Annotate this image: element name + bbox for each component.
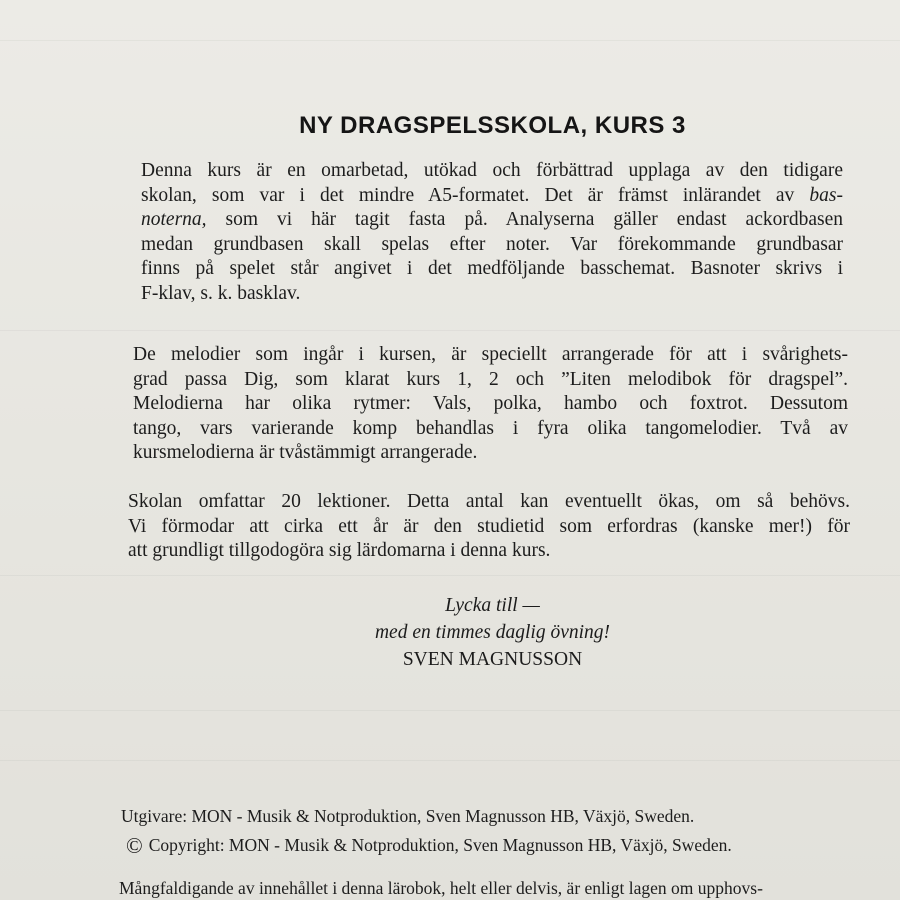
author-name: SVEN MAGNUSSON (402, 649, 583, 670)
text-line: De melodier som ingår i kursen, är speciellt arrangerade för att i svårighets- (133, 344, 848, 365)
page-title: NY DRAGSPELSSKOLA, KURS 3 (299, 112, 686, 139)
text-line: skolan, som var i det mindre A5-formatet. Det är främst inlärandet av bas- (141, 184, 843, 206)
signoff-greeting: Lycka till — (445, 595, 540, 616)
text-line: Denna kurs är en omarbetad, utökad och förbättrad upplaga av den tidigare (141, 160, 843, 181)
text-line: att grundligt tillgodogöra sig lärdomarna i denna kurs. (128, 540, 551, 562)
text-line: Skolan omfattar 20 lektioner. Detta antal kan eventuellt ökas, om så behövs. (128, 491, 850, 512)
text-line: F-klav, s. k. basklav. (141, 282, 301, 304)
text-line: grad passa Dig, som klarat kurs 1, 2 och ”Liten melodibok för dragspel”. (133, 368, 848, 390)
text-line: Melodierna har olika rytmer: Vals, polka, hambo och foxtrot. Dessutom (133, 393, 848, 415)
copyright-icon: © (126, 833, 143, 858)
text-line: tango, vars varierande komp behandlas i fyra olika tangomelodier. Två av (133, 417, 848, 439)
text-line: noterna, som vi här tagit fasta på. Analyserna gäller endast ackordbasen (141, 209, 843, 231)
text-line: finns på spelet står angivet i det medföljande basschemat. Basnoter skrivs i (141, 258, 843, 280)
show-through-line (0, 330, 900, 331)
copyright-line: © Copyright: MON - Musik & Notproduktion, Sven Magnusson HB, Växjö, Sweden. (126, 833, 732, 858)
text-line: Vi förmodar att cirka ett år är den studietid som erfordras (kanske mer!) för (128, 515, 850, 537)
text-line: medan grundbasen skall spelas efter noter. Var förekommande grundbasar (141, 233, 843, 255)
show-through-line (0, 760, 900, 761)
signoff-wish: med en timmes daglig övning! (374, 622, 611, 643)
show-through-line (0, 40, 900, 41)
intro-paragraph (141, 159, 843, 307)
reproduction-notice: Mångfaldigande av innehållet i denna lärobok, helt eller delvis, är enligt lagen om upphovs- (119, 878, 763, 898)
signoff (0, 592, 900, 673)
publisher-line: Utgivare: MON - Musik & Notproduktion, Sven Magnusson HB, Växjö, Sweden. (121, 806, 695, 826)
text-line: kursmelodierna är tvåstämmigt arrangerade. (133, 442, 478, 464)
show-through-line (0, 710, 900, 711)
show-through-line (0, 575, 900, 576)
melodies-paragraph (133, 343, 848, 466)
scope-paragraph (128, 490, 850, 564)
